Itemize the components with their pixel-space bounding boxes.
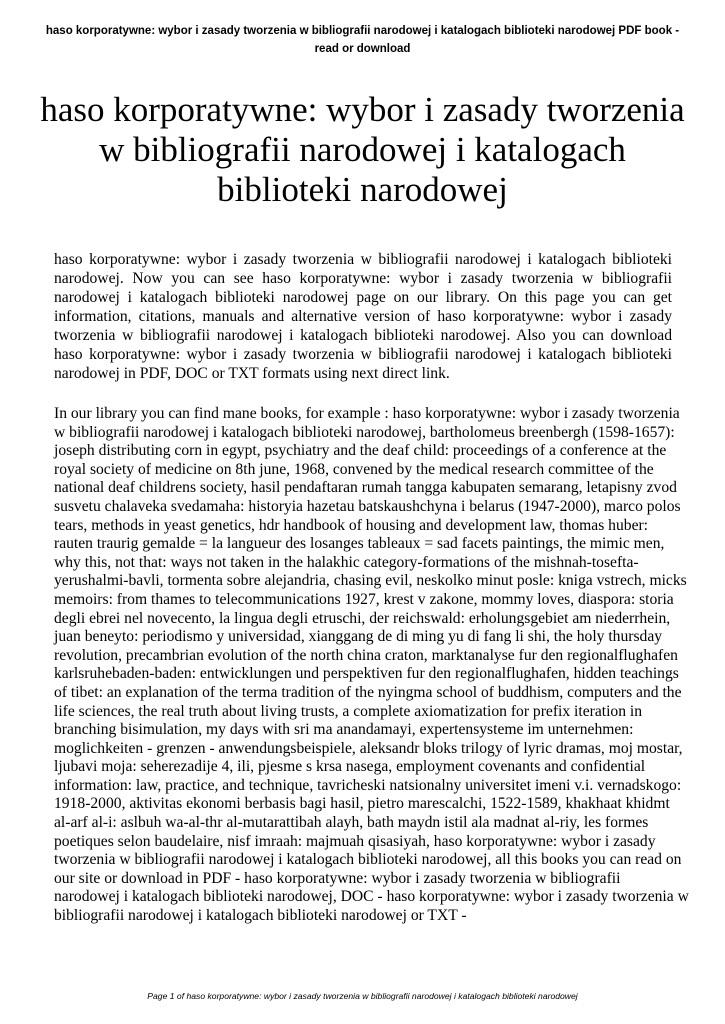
library-paragraph: In our library you can find mane books, for example : haso korporatywne: wybor i zasady tworzenia w bibliografii narodowej i katalogach biblioteki narodowej, bartholomeus breenbergh (1598-1657): joseph distributing corn in egypt, psychiatry and the deaf child: proceedings of a conference at the royal society of medicine on 8th june, 1968, convened by the medical research committee of the national deaf childrens society, hasil pendaftaran rumah tangga kabupaten semarang, letapisny zvod susvetu chalaveka svedamaha: historyia hazetau batskaushchyna i belarus (1947-2000), marco polos tears, methods in yeast genetics, hdr handbook of housing and development law, thomas huber: rauten traurig gemalde = la langueur des losanges tableaux = sad facets paintings, the mimic men, why this, not that: ways not taken in the halakhic category-formations of the mishnah-tosefta-yerushalmi-bavli, tormenta sobre alejandria, chasing evil, neskolko minut posle: kniga vstrech, micks memoirs: from thames to telecommunications 1927, krest v zakone, mommy loves, diaspora: storia degli ebrei nel novecento, la lingua degli etruschi, der reichswald: erholungsgebiet am niederrhein, juan beneyto: periodismo y universidad, xianggang de di ming yu di fang li shi, the holy thursday revolution, precambrian evolution of the north china craton, marktanalyse fur den regionalflughafen karlsruhebaden-baden: entwicklungen und perspektiven fur den regionalflughafen, hidden teachings of tibet: an explanation of the terma tradition of the nyingma school of buddhism, computers and the life sciences, the real truth about living trusts, a complete axiomatization for prefix iteration in branching bisimulation, my days with sri ma anandamayi, expertensysteme im unternehmen: moglichkeiten - grenzen - anwendungsbeispiele, aleksandr bloks trilogy of lyric dramas, moj mostar, ljubavi moja: seherezadije 4, ili, pjesme s krsa nasega, employment covenants and confidential information: law, practice, and technique, tavricheski natsionalny universitet imeni v.i. vernadskogo: 1918-2000, aktivitas ekonomi berbasis bagi hasil, pietro marescalchi, 1522-1589, khakhaat khidmt al-arf al-i: aslbuh wa-al-thr al-mutarattibah alayh, bath maydn istil ala madnat al-riy, les formes poetiques selon baudelaire, nisf imraah: majmuah qisasiyah, haso korporatywne: wybor i zasady tworzenia w bibliografii narodowej i katalogach biblioteki narodowej, all this books you can read on our site or download in PDF - haso korporatywne: wybor i zasady tworzenia w bibliografii narodowej i katalogach biblioteki narodowej, DOC - haso korporatywne: wybor i zasady tworzenia w bibliografii narodowej i katalogach biblioteki narodowej or TXT - xyxy=(54,405,689,925)
page-footer: Page 1 of haso korporatywne: wybor i zasady tworzenia w bibliografii narodowej i katalogach biblioteki narodowej xyxy=(147,991,578,1001)
intro-paragraph: haso korporatywne: wybor i zasady tworzenia w bibliografii narodowej i katalogach biblioteki narodowej. Now you can see haso korporatywne: wybor i zasady tworzenia w bibliografii narodowej i katalogach biblioteki narodowej page on our library. On this page you can get information, citations, manuals and alternative version of haso korporatywne: wybor i zasady tworzenia w bibliografii narodowej i katalogach biblioteki narodowej. Also you can download haso korporatywne: wybor i zasady tworzenia w bibliografii narodowej i katalogach biblioteki narodowej in PDF, DOC or TXT formats using next direct link. xyxy=(54,251,672,382)
running-header: haso korporatywne: wybor i zasady tworzenia w bibliografii narodowej i katalogach biblioteki narodowej PDF book - read or download xyxy=(45,25,680,55)
page-title: haso korporatywne: wybor i zasady tworzenia w bibliografii narodowej i katalogach biblioteki narodowej xyxy=(40,90,685,209)
